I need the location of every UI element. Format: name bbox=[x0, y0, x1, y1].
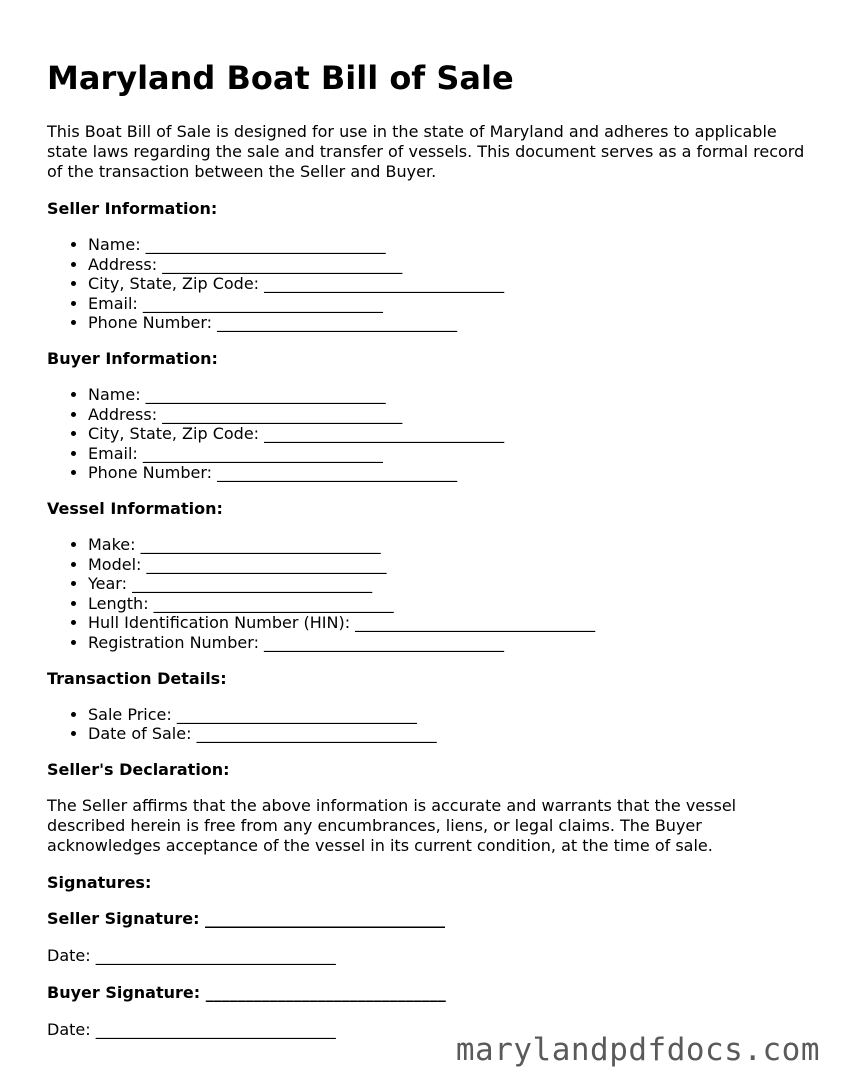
seller-date-line[interactable]: Date: ______________________________ bbox=[47, 945, 336, 965]
seller-fields-list bbox=[47, 235, 817, 333]
vessel-length-field[interactable]: • Length: ______________________________ bbox=[88, 594, 817, 614]
seller-address-field[interactable]: • Address: ______________________________ bbox=[88, 255, 817, 275]
signatures-heading: Signatures: bbox=[47, 872, 152, 892]
sale-price-field[interactable]: • Sale Price: ______________________________ bbox=[88, 705, 817, 725]
seller-information-heading: Seller Information: bbox=[47, 199, 218, 218]
buyer-information-section bbox=[47, 349, 817, 483]
vessel-hin-field[interactable]: • Hull Identification Number (HIN): ______________________________ bbox=[88, 613, 817, 633]
seller-signature-line[interactable]: Seller Signature: ______________________________ bbox=[47, 908, 446, 928]
seller-email-field[interactable]: • Email: ______________________________ bbox=[88, 294, 817, 314]
vessel-year-field[interactable]: • Year: ______________________________ bbox=[88, 574, 817, 594]
seller-information-section bbox=[47, 199, 817, 333]
buyer-name-field[interactable]: • Name: ______________________________ bbox=[88, 385, 817, 405]
buyer-date-line[interactable]: Date: ______________________________ bbox=[47, 1019, 336, 1039]
document-title: Maryland Boat Bill of Sale bbox=[47, 59, 514, 97]
transaction-details-section bbox=[47, 669, 817, 744]
vessel-information-heading: Vessel Information: bbox=[47, 498, 223, 518]
vessel-make-field[interactable]: • Make: ______________________________ bbox=[88, 535, 817, 555]
buyer-phone-field[interactable]: • Phone Number: ______________________________ bbox=[88, 463, 817, 483]
buyer-city-state-zip-field[interactable]: • City, State, Zip Code: ______________________________ bbox=[88, 424, 817, 444]
seller-name-field[interactable]: • Name: ______________________________ bbox=[88, 235, 817, 255]
sellers-declaration-section bbox=[47, 760, 817, 856]
transaction-details-heading: Transaction Details: bbox=[47, 668, 227, 688]
vessel-model-field[interactable]: • Model: ______________________________ bbox=[88, 555, 817, 575]
sellers-declaration-heading: Seller's Declaration: bbox=[47, 759, 230, 779]
vessel-registration-field[interactable]: • Registration Number: ______________________________ bbox=[88, 633, 817, 653]
vessel-information-section bbox=[47, 499, 817, 653]
transaction-fields-list bbox=[47, 705, 817, 744]
buyer-address-field[interactable]: • Address: ______________________________ bbox=[88, 405, 817, 425]
sellers-declaration-text: The Seller affirms that the above information is accurate and warrants that the vessel described herein is free from any encumbrances, liens, or legal claims. The Buyer acknowledges acceptance of the vessel in its current condition, at the time of sale. bbox=[47, 795, 737, 855]
buyer-information-heading: Buyer Information: bbox=[47, 348, 218, 368]
intro-paragraph: This Boat Bill of Sale is designed for use in the state of Maryland and adheres to applicable state laws regarding the sale and transfer of vessels. This document serves as a formal record of the transaction between the Seller and Buyer. bbox=[47, 122, 805, 181]
buyer-fields-list bbox=[47, 385, 817, 483]
watermark-text: marylandpdfdocs.com bbox=[455, 1032, 820, 1068]
buyer-signature-line[interactable]: Buyer Signature: ______________________________ bbox=[47, 982, 446, 1002]
seller-city-state-zip-field[interactable]: • City, State, Zip Code: ______________________________ bbox=[88, 274, 817, 294]
signatures-section bbox=[47, 873, 817, 1040]
date-of-sale-field[interactable]: • Date of Sale: ______________________________ bbox=[88, 724, 817, 744]
vessel-fields-list bbox=[47, 535, 817, 653]
document-page bbox=[47, 58, 817, 1057]
buyer-email-field[interactable]: • Email: ______________________________ bbox=[88, 444, 817, 464]
seller-phone-field[interactable]: • Phone Number: ______________________________ bbox=[88, 313, 817, 333]
